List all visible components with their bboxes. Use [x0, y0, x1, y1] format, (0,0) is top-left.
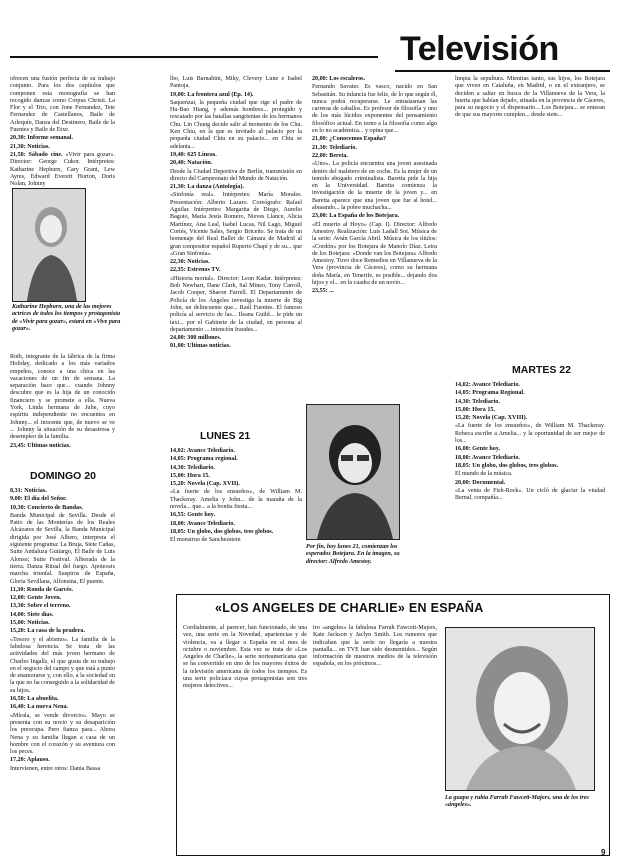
- program-item: «Uno». La policía encuentra una joven asesinada dentro del maletero de un coche. Es la mujer de un temido abogado criminalista. Baretta pide la hija en la Universidad. Baretta comienza la investigación de la muerte de la joven y... en Baretta aparece que una joven que fue al hotel... abusando... la pobre muchacha...: [312, 161, 437, 212]
- program-item: 21,00: ¿Conocemos España?: [312, 136, 386, 143]
- lunes-column: [170, 448, 302, 588]
- domingo-title: DOMINGO 20: [30, 470, 96, 482]
- program-item: «Historia mortal». Director: Leon Kadar. Intérpretes: Bob Newhart, Dane Clark, Sal Mineo, Tony Carroll, Jacob Cooper, Sharon Farrell. El Departamento de Policía de los Ángeles investiga la muerte de Big John, un delincuente que... Raúl Fuentes. El famoso policía al servicio de las... Ileana Guild... le pide un taxi... por el Gabinete de la ciudad, en persona al departamento ... intención fraudes...: [170, 275, 302, 333]
- program-item: 15,20: Novela (Cap. XVII).: [170, 481, 240, 488]
- program-item: 9,00: El día del Señor.: [10, 496, 67, 503]
- program-item: Saquenzai, la pequeña ciudad que rige el padre de Hu-Bao Hiang, y además hombres... protegido y rescatado por las batallas sangrientas de los hermanos Chu. Lin Chung decide salir al momento de los Chu. Ken Chiu, en la que es invitado al palacio por la pequeña ciudad Chiu en su palacio... en Chiu se adelanta...: [170, 99, 302, 150]
- section-title: Televisión: [400, 30, 559, 68]
- amestoy-photo: [306, 404, 400, 540]
- program-item: Desde la Ciudad Deportiva de Berlín, transmisión en directo del Campeonato del Mundo de Natación.: [170, 168, 302, 182]
- column-3: [170, 76, 302, 421]
- program-item: 12,00: Gente Joven.: [10, 595, 62, 602]
- program-item: 22,35: Estrenos TV.: [170, 267, 221, 274]
- program-item: 20,00: Documental.: [455, 479, 506, 486]
- fawcett-caption: La guapa y rubia Farrah Fawcett-Majors, una de los tres «ángeles».: [445, 795, 589, 809]
- program-item: 17,20: Aplauso.: [10, 757, 50, 764]
- charlie-col-b: tro «angeles» la fabulosa Farrah Fawcett-Majors, Kate Jackson y Jaclyn Smith. Los rumores que indicaban que la serie no llegaría a nuestra pantalla... en TVE han sido desmentidos... Según información de nuestros medios de la televisión española, en los próximos...: [313, 625, 437, 668]
- program-item: 23,00: La España de los Botejara.: [312, 213, 400, 220]
- column-1: [10, 76, 116, 188]
- program-item: «La fuerte de los ensueños», de William M. Thackeray. Amelia y John... de la maraña de la novela... que... a la bonita fiesta...: [170, 489, 302, 511]
- program-item: Fernando Savater. Es vasco, nacido en San Sebastián. Su infancia fue feliz, de lo que según él, nunca podrá recuperarse. Le entusiasman las carreras de caballos. Es profesor de filosofía y uno de los más lúcidos exponentes del pensamiento filosófico actual. En torno a la filosofía como algo en lo no académica... y opina que...: [312, 84, 437, 135]
- fawcett-photo: [445, 627, 595, 791]
- portrait-image: [13, 189, 85, 301]
- program-item: 16,00: Gente hoy.: [455, 446, 501, 453]
- program-item: 18,05: Un globo, dos globos, tres globos.: [170, 528, 274, 535]
- program-item: 15,20: La casa de la pradera.: [10, 628, 85, 635]
- program-item: Intervienen, entre otros: Dania Bassa: [10, 765, 101, 772]
- program-item: 24,00: 300 millones.: [170, 335, 222, 342]
- program-item: 16,55: Gente hoy.: [170, 512, 216, 519]
- program-item: Banda Municipal de Sevilla. Desde el Patio de las Monterías de los Reales Alcázares de Sevilla, la Banda Municipal dirigida por José Albero, interpreta el siguiente programa: La Bruja, Siete Cañas, Suite Andaluza Guitargo, El Baile de Luis Alonso; Suite Festival. Alborada de la tierra. Danza Ritual del fuego. Apoteosis marcha triunfal. Suspiros de España, Gloria Sevillana, Alfonsina, El puente.: [10, 512, 115, 585]
- program-item: 18,00: Avance Telediario.: [170, 520, 235, 527]
- program-item: 14,02: Avance Telediario.: [170, 448, 235, 454]
- program-item: 14,30: Telediario.: [170, 464, 215, 471]
- portrait-image: [307, 405, 399, 539]
- program-item: 19,00: La frontera azul (Ep. 14).: [170, 91, 254, 98]
- program-item: 15,00: Noticias.: [10, 620, 50, 627]
- column-4: [312, 76, 437, 396]
- program-item: 14,30: Telediario.: [455, 398, 500, 405]
- hepburn-caption: Katharine Hepburn, una de las mejores actrices de todos los tiempos y protagonista de «Vivir para gozar», estará en «Vive para gozar».: [12, 304, 121, 332]
- header-rule: [10, 56, 378, 58]
- col5-body: limpia la sepultura. Mientras tanto, sus hijos, los Botejara que viven en Cataluña, en Madrid, o en el extranjero, se deciden a saltar en busca de la Villanueva de la Vera, la huerta que habían dejado, situada en la provincia de Cáceres, para su negocio y el dispensario... Los Botejara... se enteran de que sus mayores cumplen... desde siete...: [455, 76, 605, 119]
- charlie-title: «LOS ANGELES DE CHARLIE» EN ESPAÑA: [215, 601, 484, 615]
- program-item: 13,30: Sobre el terreno.: [10, 603, 71, 610]
- hepburn-photo: [12, 188, 86, 302]
- program-item: 21,50: Sábado cine. «Vivir para gozar». Director: George Cukor. Intérpretes: Katharine Hepburn, Cary Grant, Lew Ayres, Edward Everett Horton, Doris Nolan, Johnny: [10, 151, 116, 188]
- program-item: 15,00: Hora 15.: [170, 472, 210, 479]
- program-item: «La venta de Fish-Rock». Un cicló de glaciar la viudad Bernal, compañía...: [455, 487, 605, 502]
- program-item: 14,02: Avance Telediario.: [455, 382, 520, 388]
- program-item: 18,00: Avance Telediario.: [455, 454, 520, 461]
- program-item: 14,05: Programa Regional.: [455, 390, 525, 397]
- martes-column: [455, 382, 605, 588]
- program-item: «Sinfonía real». Intérpretes: María Morales. Presentación: Alberto Lazaro. Coreógrafo: Rafael Aguilar. Intérpretes: Margarita de Diego, Aurelio Bagoio, María Jesús Romero, Nieves Llance, Alicia Martínez, Ana Leal, Isabel Lucas, Nil Lago, Miguel Cortés, Vicente Sales, Sergio Briceño. Se trata de un homenaje del Real Ballet de Cámara de Madrid al gran compositor español Ruperto Chapí y de su... que «Gran Sinfonía».: [170, 192, 302, 257]
- program-item: 21,30: Noticias.: [10, 143, 50, 150]
- program-item: 8,31: Noticias.: [10, 488, 47, 494]
- program-item: 01,00: Ultimas noticias.: [170, 343, 231, 350]
- program-item: 14,05: Programa regional.: [170, 456, 238, 463]
- martes-title: MARTES 22: [512, 364, 571, 376]
- program-item: 16,40: La nueva Nena.: [10, 704, 69, 711]
- amestoy-caption: Por fin, hoy lunes 21, comienzan los esperados Botejara. En la imagen, su director: Alfredo Amestoy.: [306, 544, 400, 565]
- program-item: 23,45: Ultimas noticias.: [10, 442, 71, 449]
- program-item: 10,30: Concierto de Bandas.: [10, 504, 83, 511]
- program-item: 22,30: Noticias.: [170, 259, 210, 266]
- program-item: 20,40: Natación.: [170, 160, 213, 167]
- program-item: 20,00: Los escaleros.: [312, 76, 366, 82]
- program-item: 21,30: La danza (Antología).: [170, 184, 244, 191]
- page-number: 9: [601, 848, 606, 857]
- program-item: «La fuerte de los ensueños», de William M. Thackeray. Rebeca escribe a Amelia... y la oportunidad de ser mejor de los...: [455, 423, 605, 445]
- program-item: El mundo de la música.: [455, 471, 513, 478]
- lunes-title: LUNES 21: [200, 430, 251, 442]
- program-item: El monstruo de Sanchezstein: [170, 537, 241, 544]
- header-rule-right: [395, 70, 610, 72]
- program-item: 18,05: Un globo, dos globos, tres globos.: [455, 462, 559, 469]
- program-item: 23,55: ...: [312, 288, 334, 295]
- program-item: 16,50: La abuelita.: [10, 696, 59, 703]
- program-item: 20,30: Informe semanal.: [10, 135, 73, 142]
- column-1-b: [10, 354, 115, 454]
- col3-intro: lbo, Luis Barnabini, Miky, Clevery Lune e Isabel Pantoja.: [170, 76, 302, 90]
- column-5: [455, 76, 605, 366]
- program-item: «El muerto al Hoyo» (Cap. I). Director: Alfredo Amestoy. Realización: Luis Ladall Sot. Música de la serie: Avián García Abril. Música de los títulos: «Cordón» por los Botejara de Manolo Díaz. Letra de los Botejara: «Donde van los Botejara» Alfredo Amestoy. Tuvo doce Remedios en Villanueva de la Vera (provincia de Cáceres), como su hermana doña María, en Tenerife, es posible... dejando dos hijos y el... en la cuadra de un novio...: [312, 221, 437, 287]
- col1-intro: ofrecen una fusión perfecta de su trabajo conjunto. Para los dos capítulos que componen esta monografía se han recogido danzas como Corpus Christi. La Flor y el Trio, con Jone Fernandez, Tete Fernandez de Castellanos, Baile de Arlequín, Danza del Destinero, Baile de la Fuentes y Baile de Etxe.: [10, 76, 115, 134]
- charlie-box: [176, 594, 610, 856]
- program-item: 14,00: Siete días.: [10, 611, 54, 618]
- program-item: 21,30: Telediario.: [312, 144, 357, 151]
- domingo-column: [10, 488, 115, 858]
- program-item: 15,00: Hora 15.: [455, 406, 495, 413]
- program-item: 19,40: 625 Líneas.: [170, 151, 217, 158]
- col1-body: Roth, integrante de la fábrica de la firma Holiday, dedicado a los más variados empeños, conoce a una chica en las vacaciones de un fin de semana. La separación hace que... cuando Johnny descubre que es la hija de un conocido financiero y se promete a ella. Nueva York, Linda hermana de Julie, cuyo espíritu independiente no encuentra en Johnny... el inocente que, de nuevo se ve ... Johnny la situación de su desastrosa y desempleo de la familia.: [10, 354, 115, 441]
- charlie-col-a: Cordialmente, al parecer, han funcionado, de una vez, una serie en la Novedad, apariencias y de violencia, va a llegar a España en el mes de octubre o noviembre. Esta vez se trata de «Los Angeles de Charlie», la serie norteamericana que se ha convertido en uno de los mayores éxitos de la televisión americana de todos los tiempos. Es una serie policíaca cuyas protagonistas son tres mujeres detectives...: [183, 625, 307, 690]
- program-item: 22,00: Bereta.: [312, 152, 348, 159]
- program-item: «Mírala, se vende divorcio». Mayo se presenta con su novio y su desaparición los preocupa. Pero fianza para... Ahora Nena y su familia llegan a casa de un hombre con el corazón y su aventura con los peces.: [10, 712, 115, 756]
- program-item: «Tesoro y el abismo». La familia de la fabulosa herencia. Se trata de las actividades del más joven hermano de Charles Ingalls, el que gusta de su trabajo en el negocio del campo y que está a punto de enamorarse y, con ello, a la sociedad en la que no ha conseguido a la solidaridad de su hijos.: [10, 636, 115, 694]
- program-item: 15,20: Novela (Cap. XVIII).: [455, 415, 528, 422]
- program-item: 11,30: Ronda de Garcés.: [10, 586, 74, 593]
- portrait-image: [446, 628, 594, 790]
